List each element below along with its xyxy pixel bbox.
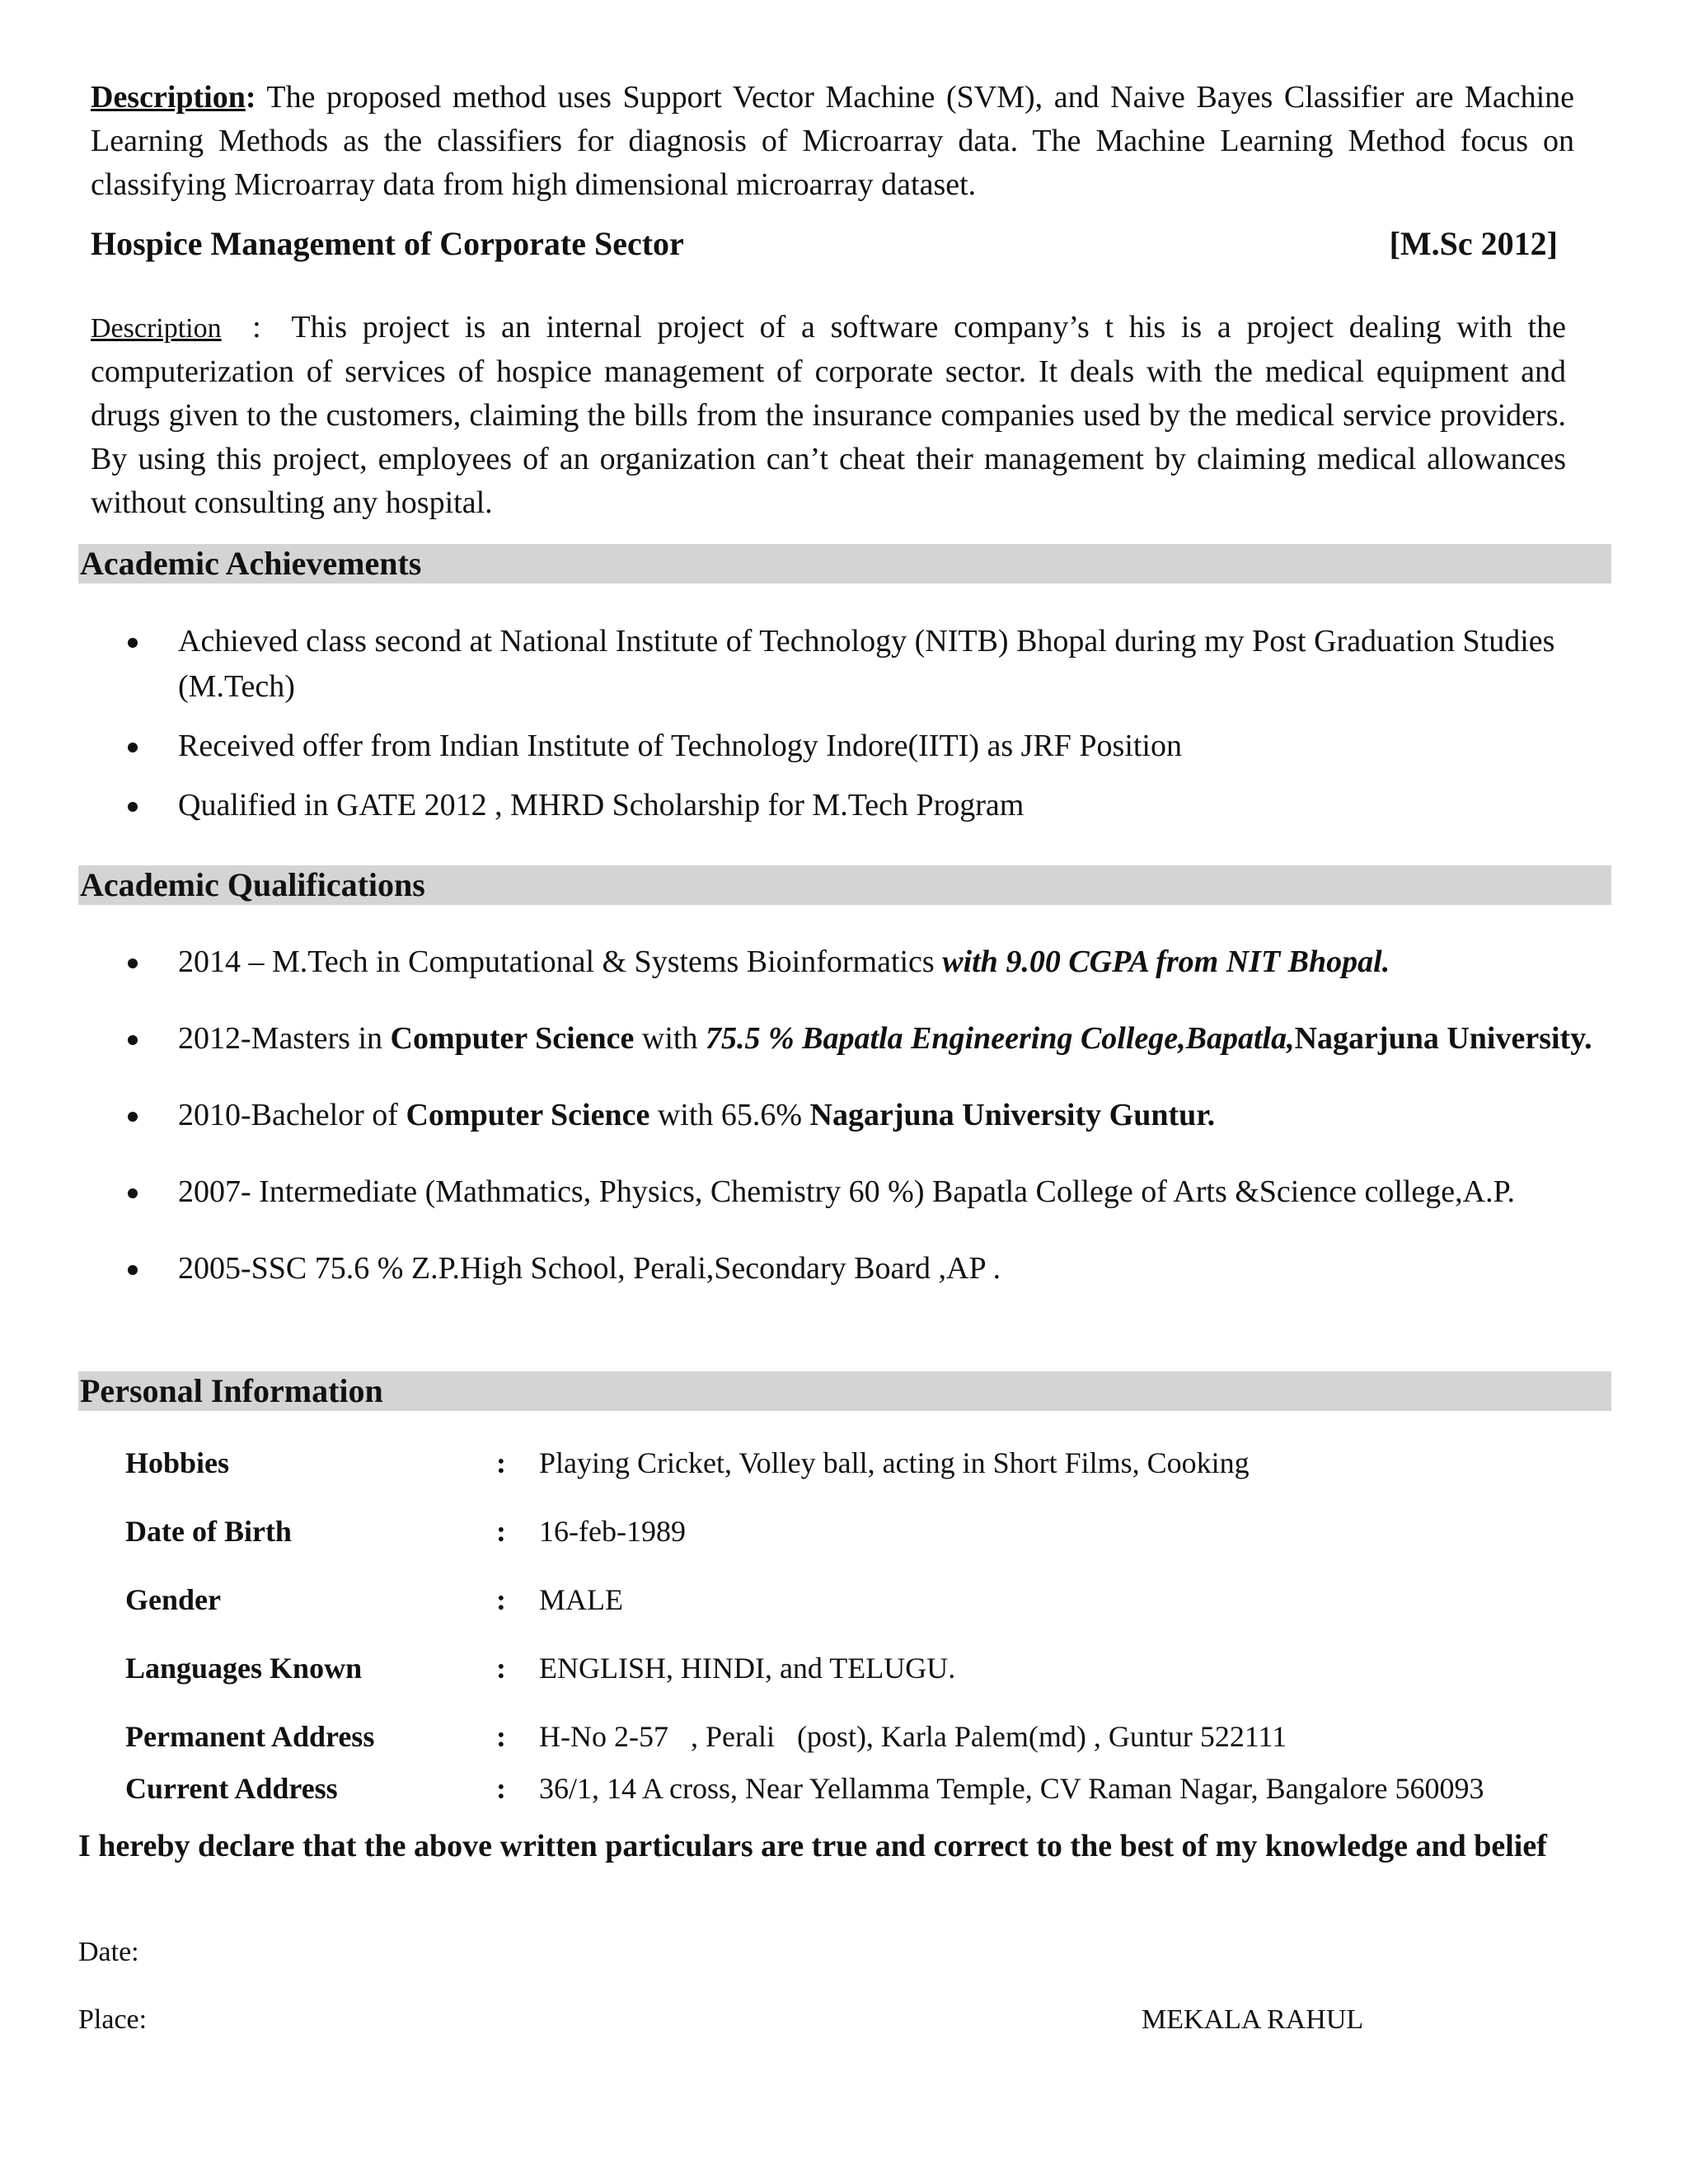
qualification-text: 2012-Masters in (178, 1021, 391, 1056)
info-label: Permanent Address (125, 1720, 375, 1753)
qualification-text: with 65.6% (649, 1098, 810, 1132)
info-value-wrap (496, 1581, 623, 1619)
declaration: I hereby declare that the above written particulars are true and correct to the best of my knowledge and belief (78, 1829, 1547, 1863)
qualification-text: with (634, 1021, 706, 1056)
qualification-subject: Computer Science (390, 1021, 635, 1056)
info-separator: : (496, 1772, 506, 1805)
project-2-title-row (91, 224, 1558, 263)
description-colon: : (221, 310, 292, 344)
list-item: Qualified in GATE 2012 , MHRD Scholarship for M.Tech Program (124, 783, 1607, 828)
info-value: 36/1, 14 A cross, Near Yellamma Temple, CV Raman Nagar, Bangalore 560093 (539, 1772, 1484, 1805)
info-separator: : (496, 1652, 506, 1685)
project-1-description-text: The proposed method uses Support Vector Machine (SVM), and Naive Bayes Classifier are Machine Learning Methods as the classifiers for diagnosis of Microarray data. The Machine Learning Method focus on classifying Microarray data from high dimensional microarray dataset. (91, 80, 1574, 202)
qualification-score: 75.5 % Bapatla Engineering College,Bapatla, (705, 1021, 1295, 1056)
info-value-wrap (496, 1649, 955, 1687)
qualification-university: Nagarjuna University. (1294, 1021, 1592, 1056)
section-header-achievements: Academic Achievements (78, 544, 1611, 583)
info-value: 16-feb-1989 (539, 1515, 686, 1548)
info-separator: : (496, 1446, 506, 1479)
info-separator: : (496, 1720, 506, 1753)
qualification-text: 2014 – M.Tech in Computational & Systems Bioinformatics (178, 944, 943, 979)
qualifications-list (124, 940, 1607, 1323)
project-2-description (91, 306, 1566, 525)
section-header-qualifications: Academic Qualifications (78, 865, 1611, 905)
date-label: Date: (78, 1937, 139, 1967)
info-separator: : (496, 1583, 506, 1616)
list-item: 2007- Intermediate (Mathmatics, Physics, Chemistry 60 %) Bapatla College of Arts &Science college,A.P. (124, 1169, 1607, 1215)
list-item: Achieved class second at National Institute of Technology (NITB) Bhopal during my Post Graduation Studies (M.Tech) (124, 619, 1607, 710)
info-value: H-No 2-57 , Perali (post), Karla Palem(md) , Guntur 522111 (539, 1720, 1287, 1753)
info-separator: : (496, 1515, 506, 1548)
info-label: Hobbies (125, 1446, 230, 1479)
list-item (124, 940, 1607, 985)
list-item (124, 1016, 1607, 1062)
list-item: 2005-SSC 75.6 % Z.P.High School, Perali,Secondary Board ,AP . (124, 1246, 1607, 1291)
qualification-subject: Computer Science (406, 1098, 650, 1132)
qualification-score: with 9.00 CGPA from NIT Bhopal. (942, 944, 1390, 979)
project-2-description-text: This project is an internal project of a software company’s t his is a project dealing with the computerization of services of hospice management of corporate sector. It deals with the medical equipment and drugs given to the customers, claiming the bills from the insurance companies used by the medical service providers. By using this project, employees of an organization can’t cheat their management by claiming medical allowances without consulting any hospital. (91, 310, 1567, 520)
signature-name: MEKALA RAHUL (1142, 2004, 1364, 2035)
info-value-wrap (496, 1444, 1250, 1482)
info-label: Current Address (125, 1772, 338, 1805)
project-2-tag: [M.Sc 2012] (1389, 225, 1558, 262)
qualification-text: 2010-Bachelor of (178, 1098, 406, 1132)
info-value: ENGLISH, HINDI, and TELUGU. (539, 1652, 956, 1685)
info-value-wrap (496, 1512, 686, 1550)
description-label: Description (91, 80, 246, 115)
info-value-wrap (496, 1718, 1287, 1755)
qualification-university: Nagarjuna University Guntur. (809, 1098, 1216, 1132)
list-item: Received offer from Indian Institute of Technology Indore(IITI) as JRF Position (124, 724, 1607, 769)
list-item (124, 1093, 1607, 1138)
place-label: Place: (78, 2004, 148, 2035)
project-1-description (91, 76, 1574, 207)
info-value: MALE (539, 1583, 623, 1616)
info-value: Playing Cricket, Volley ball, acting in Short Films, Cooking (539, 1446, 1250, 1479)
info-label: Date of Birth (125, 1515, 292, 1548)
description-colon: : (245, 80, 256, 115)
achievements-list (124, 619, 1607, 842)
description-label: Description (91, 313, 222, 344)
section-header-personal: Personal Information (78, 1371, 1611, 1411)
info-label: Gender (125, 1583, 221, 1616)
info-value-wrap (496, 1769, 1484, 1807)
project-2-title: Hospice Management of Corporate Sector (91, 225, 684, 262)
info-label: Languages Known (125, 1652, 363, 1685)
